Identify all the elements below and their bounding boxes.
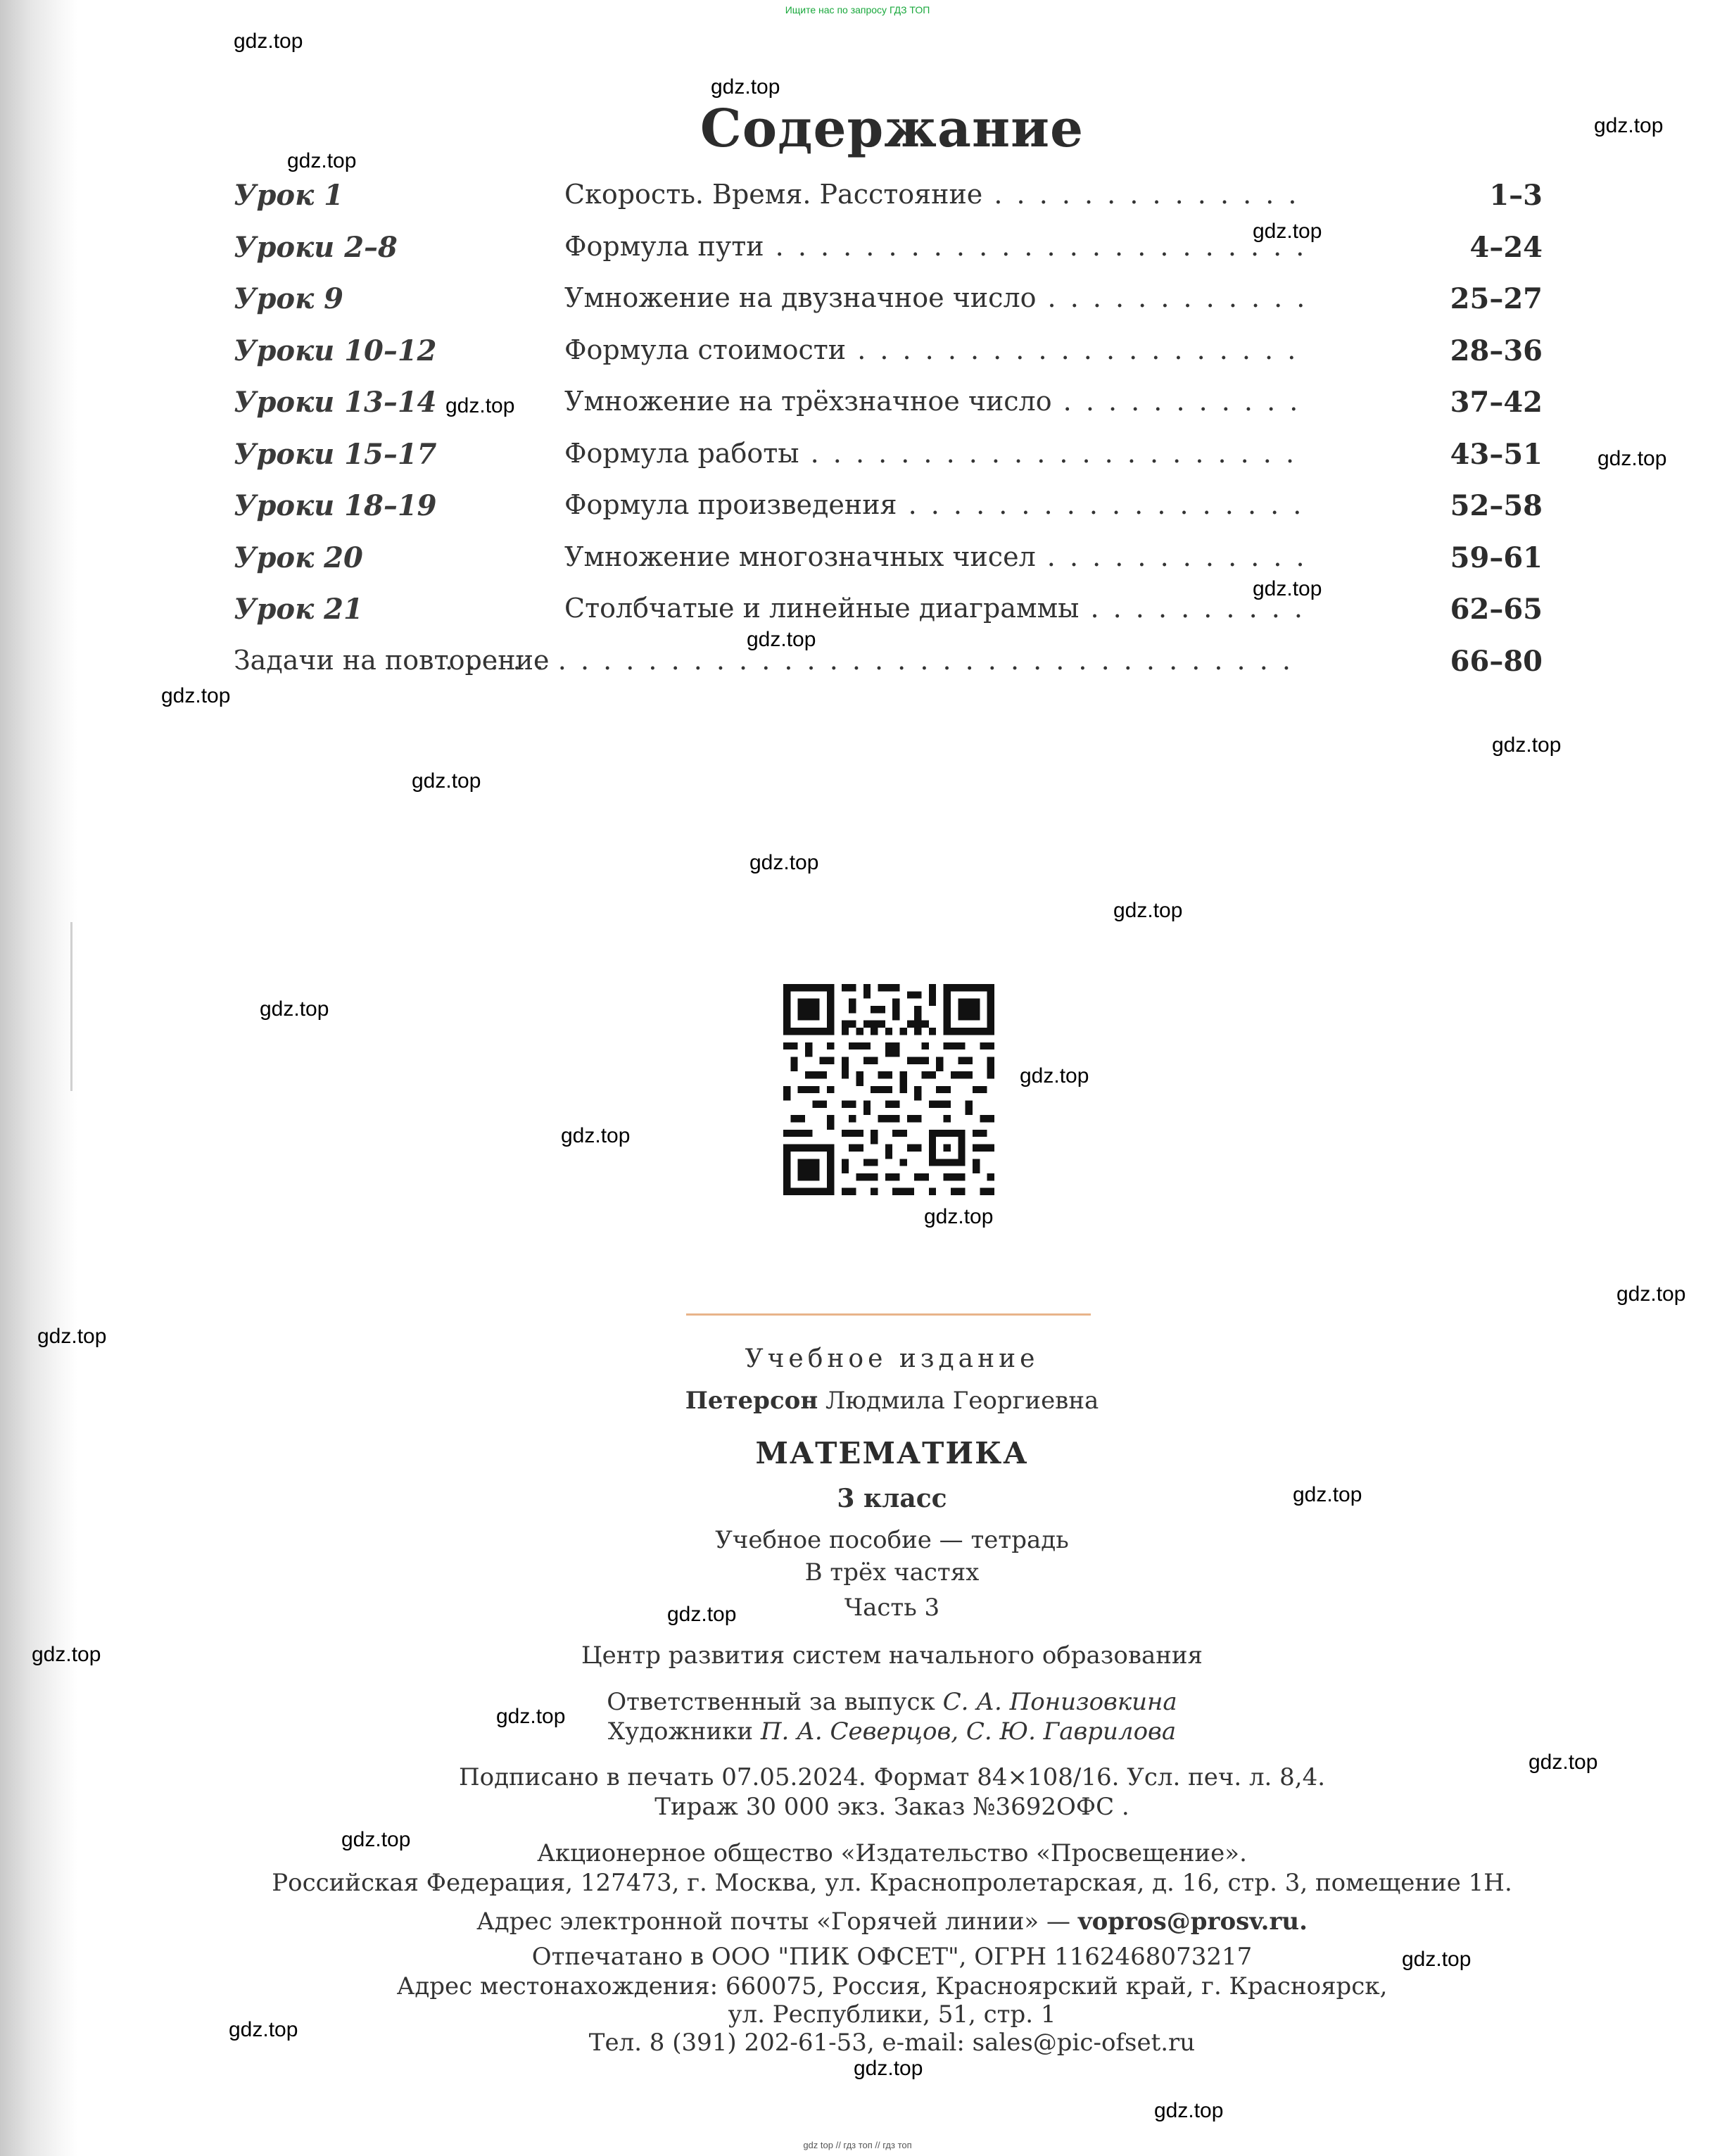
toc-pages: 25–27 [1450, 282, 1543, 315]
toc-row [234, 334, 1543, 377]
printer-contacts: Тел. 8 (391) 202-61-53, e-mail: sales@pic-ofset.ru [588, 2029, 1196, 2057]
toc-row [234, 386, 1543, 428]
top-banner[interactable]: Ищите нас по запросу ГДЗ ТОП [785, 4, 930, 15]
circulation-line: Тираж 30 000 экз. Заказ №3692ОФС . [654, 1793, 1129, 1821]
watermark: gdz.top [234, 30, 303, 53]
bottom-banner[interactable]: gdz top // гдз топ // гдз топ [803, 2140, 912, 2150]
toc-pages: 43–51 [1450, 438, 1543, 471]
toc-topic: Формула произведения . . . [564, 489, 1303, 520]
artists-label: Художники [607, 1717, 754, 1746]
watermark: gdz.top [1154, 2099, 1224, 2122]
toc-leader-dots [445, 645, 1303, 676]
qr-code[interactable] [783, 984, 994, 1195]
artists-line [0, 1717, 1715, 1746]
watermark: gdz.top [496, 1705, 566, 1728]
watermark: gdz.top [1594, 114, 1664, 137]
watermark: gdz.top [1113, 899, 1183, 922]
toc-topic: Формула пути . . . [564, 231, 1303, 262]
publisher-line: Акционерное общество «Издательство «Просвещение». [537, 1839, 1247, 1867]
watermark: gdz.top [37, 1325, 107, 1348]
publisher-address: Российская Федерация, 127473, г. Москва, ул. Краснопролетарская, д. 16, стр. 3, помещение 1Н. [272, 1869, 1512, 1897]
responsible-line [0, 1688, 1715, 1716]
publishing-center: Центр развития систем начального образования [581, 1641, 1203, 1670]
toc-lesson: Уроки 15–17 [234, 438, 437, 471]
book-type: Учебное пособие — тетрадь [715, 1526, 1069, 1554]
watermark: gdz.top [561, 1124, 631, 1147]
watermark: gdz.top [924, 1205, 994, 1228]
book-parts: В трёх частях [804, 1558, 980, 1587]
responsible-name: С. А. Понизовкина [942, 1688, 1177, 1716]
hotline-email[interactable]: vopros@prosv.ru. [1077, 1908, 1308, 1936]
toc-pages: 28–36 [1450, 334, 1543, 367]
watermark: gdz.top [1529, 1751, 1598, 1774]
toc-lesson: Урок 9 [234, 282, 343, 315]
divider [686, 1313, 1091, 1316]
toc-row [234, 489, 1543, 531]
toc-row [234, 593, 1543, 635]
watermark: gdz.top [747, 628, 816, 651]
toc-topic: Столбчатые и линейные диаграммы . . . [564, 593, 1303, 624]
watermark: gdz.top [667, 1603, 737, 1626]
book-grade: 3 класс [837, 1484, 947, 1513]
watermark: gdz.top [1020, 1064, 1089, 1088]
watermark: gdz.top [1402, 1948, 1472, 1971]
toc-lesson: Уроки 10–12 [234, 334, 437, 367]
watermark: gdz.top [445, 394, 515, 417]
edition-label: Учебное издание [745, 1344, 1039, 1373]
watermark: gdz.top [1492, 733, 1562, 757]
toc-title: Содержание [700, 99, 1084, 159]
watermark: gdz.top [1293, 1483, 1362, 1506]
author-surname: Петерсон [685, 1387, 818, 1415]
signed-line: Подписано в печать 07.05.2024. Формат 84×108/16. Усл. печ. л. 8,4. [458, 1763, 1326, 1791]
watermark: gdz.top [229, 2018, 298, 2041]
toc-row-review [234, 645, 1543, 687]
watermark: gdz.top [1597, 447, 1667, 470]
watermark: gdz.top [1253, 220, 1322, 243]
author-name: Людмила Георгиевна [825, 1387, 1099, 1415]
toc-pages: 66–80 [1450, 645, 1543, 678]
hotline-email-line [0, 1908, 1715, 1936]
hotline-label: Адрес электронной почты «Горячей линии» — [476, 1908, 1071, 1936]
toc-lesson: Урок 21 [234, 593, 363, 626]
book-part: Часть 3 [844, 1594, 940, 1622]
toc-topic: Формула стоимости . . . [564, 334, 1303, 365]
toc-pages: 52–58 [1450, 489, 1543, 522]
toc-topic: Умножение на двузначное число . . . [564, 282, 1303, 313]
printer-address-2: ул. Республики, 51, стр. 1 [728, 2000, 1056, 2029]
page-spine-shadow [0, 0, 77, 2156]
toc-lesson: Уроки 13–14 [234, 386, 437, 419]
toc-pages: 1–3 [1489, 179, 1543, 212]
toc-topic: Умножение многозначных чисел . . . [564, 541, 1303, 572]
toc-topic: Умножение на трёхзначное число . . . [564, 386, 1303, 417]
toc-lesson: Уроки 18–19 [234, 489, 437, 522]
toc-row [234, 231, 1543, 273]
toc-row [234, 541, 1543, 584]
watermark: gdz.top [341, 1828, 411, 1851]
artists-names: П. А. Северцов, С. Ю. Гаврилова [760, 1717, 1177, 1746]
toc-topic: Скорость. Время. Расстояние . . . [564, 179, 1303, 210]
watermark: gdz.top [854, 2057, 923, 2080]
binding-mark [70, 922, 72, 1091]
watermark: gdz.top [1616, 1282, 1686, 1306]
toc-pages: 62–65 [1450, 593, 1543, 626]
watermark: gdz.top [161, 684, 231, 707]
watermark: gdz.top [32, 1643, 101, 1666]
printed-line: Отпечатано в ООО "ПИК ОФСЕТ", ОГРН 1162468073217 [531, 1943, 1253, 1971]
toc-row [234, 438, 1543, 480]
toc-topic: Формула работы . . . [564, 438, 1303, 469]
toc-review-label: Задачи на повторение [234, 645, 550, 676]
responsible-label: Ответственный за выпуск [607, 1688, 935, 1716]
watermark: gdz.top [412, 769, 481, 793]
toc-lesson: Урок 20 [234, 541, 363, 574]
toc-lesson: Урок 1 [234, 179, 343, 212]
book-subject: МАТЕМАТИКА [755, 1436, 1029, 1470]
toc-row [234, 282, 1543, 324]
watermark: gdz.top [711, 75, 780, 99]
printer-address-1: Адрес местонахождения: 660075, Россия, Красноярский край, г. Красноярск, [396, 1972, 1388, 2000]
toc-lesson: Уроки 2–8 [234, 231, 398, 264]
author-line [0, 1387, 1715, 1415]
watermark: gdz.top [1253, 577, 1322, 600]
watermark: gdz.top [749, 851, 819, 874]
watermark: gdz.top [287, 149, 357, 172]
toc-pages: 4–24 [1469, 231, 1543, 264]
toc-pages: 59–61 [1450, 541, 1543, 574]
watermark: gdz.top [260, 997, 329, 1021]
toc-row [234, 179, 1543, 221]
toc-pages: 37–42 [1450, 386, 1543, 419]
